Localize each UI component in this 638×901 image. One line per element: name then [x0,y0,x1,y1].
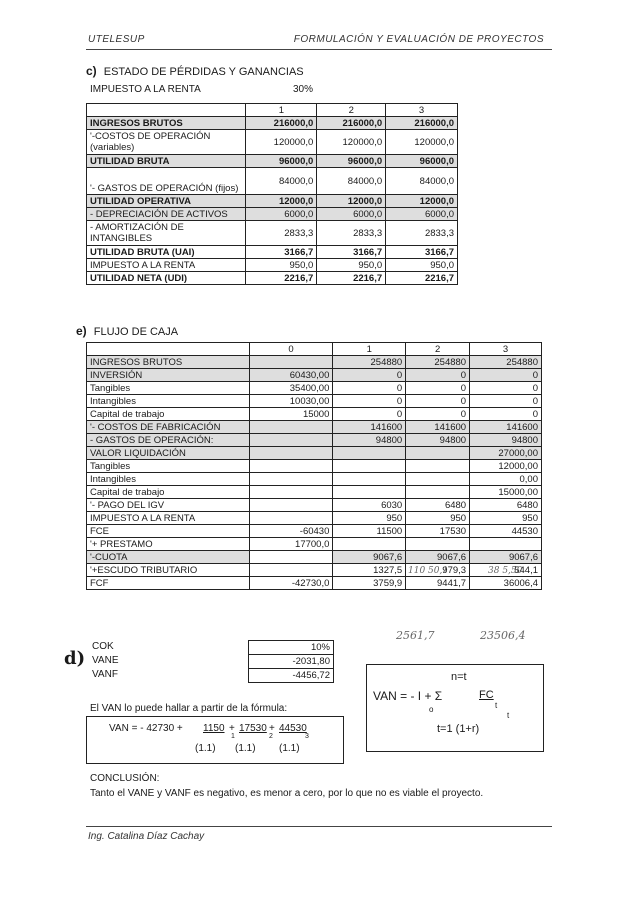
cell: 94800 [470,434,542,447]
cell: -60430 [249,525,333,538]
row-label: '-CUOTA [87,551,250,564]
cell: 950,0 [246,259,317,272]
table-row [87,208,458,221]
cell: 979,3 [406,564,470,577]
cell: 12000,0 [386,195,458,208]
header-cell: 3 [470,343,542,356]
cell: 0 [333,408,406,421]
row-label: FCE [87,525,250,538]
cell: 6030 [333,499,406,512]
handwritten-note-fce-3: 38 5,50 [488,566,523,576]
row-label: Capital de trabajo [87,486,250,499]
cell: 141600 [470,421,542,434]
cell: 1327,5 [333,564,406,577]
row-label: INGRESOS BRUTOS [87,117,246,130]
table-row [87,486,542,499]
eq-e2: 2 [269,733,273,740]
table-row [87,221,458,246]
header-cell: 0 [249,343,333,356]
eq-plus-1: + [229,723,235,734]
cell: 11500 [333,525,406,538]
header-cell [87,343,250,356]
table-row [87,356,542,369]
cell: 0 [406,408,470,421]
eq-n3: 44530 [279,723,307,734]
cell: 0 [333,395,406,408]
row-label: '-COSTOS DE OPERACIÓN (variables) [87,130,246,155]
cell: 84000,0 [386,168,458,195]
cell: 0 [470,369,542,382]
vane-value: -2031,80 [249,655,334,669]
cell: 60430,00 [249,369,333,382]
cell [249,460,333,473]
vanf-value: -4456,72 [249,669,334,683]
table-row [87,473,542,486]
row-label: UTILIDAD OPERATIVA [87,195,246,208]
table-row [87,369,542,382]
header-cell: 2 [406,343,470,356]
profit-loss-table [86,103,458,285]
row-label: VALOR LIQUIDACIÓN [87,447,250,460]
cell: 2833,3 [386,221,458,246]
row-label: FCF [87,577,250,590]
eq-d2: (1.1) [235,743,256,754]
cell [333,538,406,551]
cell: 2216,7 [386,272,458,285]
cok-label: COK [92,641,114,652]
row-label: '- GASTOS DE OPERACIÓN (fijos) [87,168,246,195]
formula-sub-o: o [429,705,434,714]
tax-label: IMPUESTO A LA RENTA [90,84,201,95]
table-row [87,117,458,130]
cell: 120000,0 [386,130,458,155]
header-cell: 1 [333,343,406,356]
table-row [87,460,542,473]
table-row [87,512,542,525]
cell [470,538,542,551]
eq-n1: 1150 [203,723,225,734]
row-label: UTILIDAD BRUTA (UAI) [87,246,246,259]
cell [249,499,333,512]
cell: 544,1 [470,564,542,577]
cell: 0 [406,369,470,382]
cell: 6480 [406,499,470,512]
row-label: Intangibles [87,395,250,408]
table-header-row [87,343,542,356]
header-divider [86,49,552,50]
cell [249,551,333,564]
section-e-mark: e) [76,324,87,338]
cell [406,447,470,460]
header-cell: 2 [317,104,386,117]
cell: 120000,0 [246,130,317,155]
cell: 2833,3 [246,221,317,246]
cell: 254880 [333,356,406,369]
cell [333,460,406,473]
section-e-title [76,324,178,338]
table-row [249,655,334,669]
table-row [87,525,542,538]
cell [406,486,470,499]
table-row [249,641,334,655]
cell: 950,0 [317,259,386,272]
cell: 0 [470,395,542,408]
cell: 94800 [406,434,470,447]
cell [249,434,333,447]
cell [406,538,470,551]
row-label: - DEPRECIACIÓN DE ACTIVOS [87,208,246,221]
table-row [87,538,542,551]
cell: 12000,0 [246,195,317,208]
cell: 2216,7 [317,272,386,285]
cell: 12000,0 [317,195,386,208]
handwritten-note-fcf-3: 23506,4 [480,629,526,642]
eq-plus-2: + [269,723,275,734]
npv-formula-box [366,664,544,752]
table-row [87,395,542,408]
cell: 3166,7 [317,246,386,259]
row-label: Capital de trabajo [87,408,250,421]
cell [333,447,406,460]
cell: 12000,00 [470,460,542,473]
cell [406,460,470,473]
cell [249,564,333,577]
cell: 96000,0 [246,155,317,168]
cell: 6000,0 [317,208,386,221]
header-right: FORMULACIÓN Y EVALUACIÓN DE PROYECTOS [293,34,544,45]
cell: 96000,0 [317,155,386,168]
formula-top: n=t [451,671,467,683]
cell: 17530 [406,525,470,538]
formula-main: VAN = - I + Σ [373,689,443,703]
vane-label: VANE [92,655,119,666]
footer-divider [86,826,552,827]
table-row [87,246,458,259]
table-row [249,669,334,683]
cell: 0 [406,395,470,408]
cell: 0 [470,408,542,421]
cok-value: 10% [249,641,334,655]
row-label: '- PAGO DEL IGV [87,499,250,512]
cell: 950 [470,512,542,525]
formula-exp-t: t [507,711,510,720]
table-row [87,272,458,285]
footer-author: Ing. Catalina Díaz Cachay [88,831,205,842]
cell: 141600 [406,421,470,434]
cell: 15000,00 [470,486,542,499]
cash-flow-table [86,342,542,590]
cell: 254880 [470,356,542,369]
table-row [87,259,458,272]
row-label: '+ PRESTAMO [87,538,250,551]
section-c-label: ESTADO DE PÉRDIDAS Y GANANCIAS [103,66,304,78]
table-row [87,382,542,395]
cell: 36006,4 [470,577,542,590]
cell [249,421,333,434]
cell: 216000,0 [246,117,317,130]
table-row [87,195,458,208]
cell [406,473,470,486]
header-cell: 3 [386,104,458,117]
cell: 9067,6 [333,551,406,564]
table-row [87,408,542,421]
cell: 96000,0 [386,155,458,168]
van-equation-box [86,716,344,764]
cell: 94800 [333,434,406,447]
row-label: UTILIDAD NETA (UDI) [87,272,246,285]
eq-d1: (1.1) [195,743,216,754]
table-row [87,551,542,564]
cell [249,447,333,460]
row-label: - GASTOS DE OPERACIÓN: [87,434,250,447]
formula-numerator: FC [479,689,494,701]
cell: 27000,00 [470,447,542,460]
handwritten-note-fcf-2: 2561,7 [396,629,435,642]
cell: 3166,7 [246,246,317,259]
cell: 6000,0 [386,208,458,221]
row-label: INVERSIÓN [87,369,250,382]
cell: 84000,0 [246,168,317,195]
cell: 44530 [470,525,542,538]
cell: 0 [333,369,406,382]
cell: 254880 [406,356,470,369]
table-row [87,499,542,512]
cell: 6000,0 [246,208,317,221]
eq-e3: 3 [305,733,309,740]
row-label: IMPUESTO A LA RENTA [87,512,250,525]
table-row [87,155,458,168]
conclusion-text: Tanto el VANE y VANF es negativo, es menor a cero, por lo que no es viable el proyecto. [90,788,484,799]
formula-sub-t: t [495,701,498,710]
cell [333,486,406,499]
table-row [87,564,542,577]
cell: 17700,0 [249,538,333,551]
eq-lead: VAN = - 42730 + [109,723,183,734]
row-label: '- COSTOS DE FABRICACIÓN [87,421,250,434]
row-label: '+ESCUDO TRIBUTARIO [87,564,250,577]
handwritten-note-fce-2: 110 50,1 [408,566,449,576]
section-c-mark: c) [86,64,97,78]
table-row [87,130,458,155]
conclusion-title: CONCLUSIÓN: [90,773,160,784]
cell: 9067,6 [406,551,470,564]
cell: 9441,7 [406,577,470,590]
table-row [87,421,542,434]
van-intro-text: El VAN lo puede hallar a partir de la fórmula: [90,703,288,714]
row-label: - AMORTIZACIÓN DE INTANGIBLES [87,221,246,246]
table-row [87,447,542,460]
npv-labels [92,640,119,682]
section-e-label: FLUJO DE CAJA [93,326,179,338]
cell [249,356,333,369]
cell [249,473,333,486]
section-c-title [86,64,304,78]
cell: 6480 [470,499,542,512]
cell: 120000,0 [317,130,386,155]
row-label: UTILIDAD BRUTA [87,155,246,168]
formula-bottom: t=1 (1+r) [437,723,480,735]
cell: 2833,3 [317,221,386,246]
row-label: Intangibles [87,473,250,486]
row-label: INGRESOS BRUTOS [87,356,250,369]
header-left: UTELESUP [88,34,145,45]
cell: 35400,00 [249,382,333,395]
cell: 0,00 [470,473,542,486]
vanf-label: VANF [92,669,118,680]
cell: 216000,0 [317,117,386,130]
table-row [87,577,542,590]
eq-e1: 1 [231,733,235,740]
table-header-row [87,104,458,117]
cell: 950,0 [386,259,458,272]
cell: 950 [406,512,470,525]
row-label: Tangibles [87,382,250,395]
section-d-mark: d) [64,648,86,669]
row-label: Tangibles [87,460,250,473]
eq-d3: (1.1) [279,743,300,754]
cell: 3759,9 [333,577,406,590]
cell: 141600 [333,421,406,434]
cell [333,473,406,486]
cell: 216000,0 [386,117,458,130]
tax-value: 30% [293,84,314,95]
cell: -42730,0 [249,577,333,590]
cell: 2216,7 [246,272,317,285]
npv-table [248,640,334,683]
cell: 0 [406,382,470,395]
cell: 0 [333,382,406,395]
cell: 950 [333,512,406,525]
table-row [87,168,458,195]
header-cell: 1 [246,104,317,117]
cell: 3166,7 [386,246,458,259]
cell: 9067,6 [470,551,542,564]
header-cell [87,104,246,117]
row-label: IMPUESTO A LA RENTA [87,259,246,272]
cell [249,512,333,525]
eq-n2: 17530 [239,723,267,734]
cell: 15000 [249,408,333,421]
cell: 0 [470,382,542,395]
table-row [87,434,542,447]
cell: 10030,00 [249,395,333,408]
cell [249,486,333,499]
cell: 84000,0 [317,168,386,195]
